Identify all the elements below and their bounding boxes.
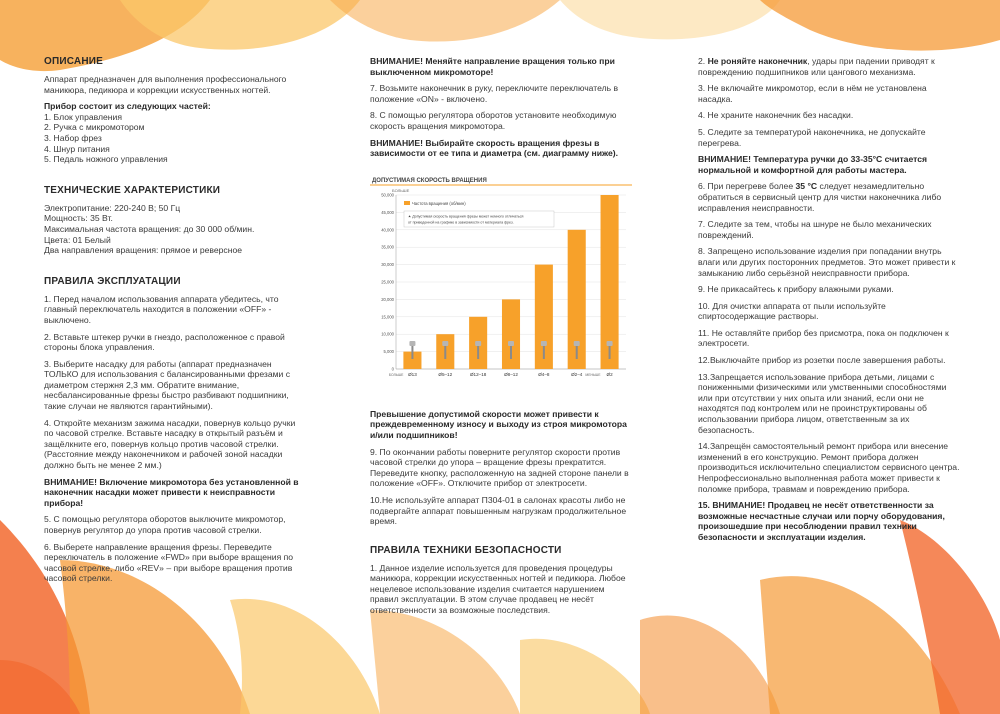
x-tick-label: Ø12–18	[469, 371, 487, 377]
rule-paragraph: 9. По окончании работы поверните регулятор скорости против часовой стрелки до упора – вращение фрезы прекратится. Переведите кнопку, расположенную на задней стороне панели в положение «OFF». Отключите прибор от электросети.	[370, 446, 629, 489]
y-tick-label: 50,000	[381, 192, 394, 198]
y-tick-label: 25,000	[381, 279, 394, 285]
list-item: Цвета: 01 Белый	[44, 234, 111, 245]
speed-chart	[370, 173, 632, 391]
petal-shape	[520, 639, 650, 714]
safety-paragraph	[698, 181, 960, 213]
list-item: 2. Ручка с микромотором	[44, 122, 145, 133]
safety-paragraph: 4. Не храните наконечник без насадки.	[698, 110, 854, 121]
chart-note-box	[404, 211, 554, 227]
petal-shape	[230, 599, 380, 714]
paragraph-rest: следует незамедлительно обратиться в сервисный центр для чистки наконечника либо исправления неисправности.	[698, 181, 942, 213]
rule-paragraph: 3. Выберите насадку для работы (аппарат предназначен ТОЛЬКО для использования с балансированными фрезами с диаметром стержня 2,3 мм. Обратите внимание, несбалансированные фрезы быстро разбивают подшипники, такие случаи не являются гарантийными).	[44, 358, 291, 412]
paragraph-rest: , удары при падении приводят к повреждению подшипников или цангового механизма.	[698, 56, 935, 77]
list-item: 5. Педаль ножного управления	[44, 154, 168, 165]
drill-bit-head	[508, 341, 514, 346]
x-tick-prefix: БОЛЬШЕ	[388, 372, 404, 377]
y-tick-label: 40,000	[381, 227, 394, 233]
rule-paragraph: 7. Возьмите наконечник в руку, переключите переключатель в положение «ON» - включено.	[370, 83, 619, 104]
chart-ylabel-small: БОЛЬШЕ	[392, 187, 410, 193]
list-item: 3. Набор фрез	[44, 132, 102, 143]
x-tick-label: Ø8–12	[504, 371, 518, 377]
parts-list	[44, 112, 306, 165]
description-text: Аппарат предназначен для выполнения профессионального маникюра, педикюра и коррекции искусственных ногтей.	[44, 74, 287, 95]
chart-note-line: ★ Допустимая скорость вращения фрезы может немного отличаться	[408, 214, 524, 219]
y-tick-label: 30,000	[381, 261, 394, 267]
drill-bit-head	[574, 341, 580, 346]
chart-title: ДОПУСТИМАЯ СКОРОСТЬ ВРАЩЕНИЯ	[372, 177, 487, 184]
list-item: Мощность: 35 Вт.	[44, 213, 113, 224]
safety-paragraph: 9. Не прикасайтесь к прибору влажными руками.	[698, 284, 894, 295]
safety-paragraph: 12.Выключайте прибор из розетки после завершения работы.	[698, 355, 946, 366]
warning-text: Превышение допустимой скорости может привести к преждевременному износу и выходу из строя микромотора и/или подшипников!	[370, 408, 627, 440]
x-tick-label: Ø13	[408, 371, 417, 377]
rule-paragraph: 8. С помощью регулятора оборотов установите необходимую скорость вращения микромотора.	[370, 110, 617, 131]
column-left	[44, 56, 306, 590]
warning-text: ВНИМАНИЕ! Температура ручки до 33-35°С считается нормальной и комфортной для работы мастера.	[698, 154, 928, 175]
y-tick-label: 15,000	[381, 314, 394, 320]
list-item: 4. Шнур питания	[44, 143, 110, 154]
list-item: Максимальная частота вращения: до 30 000 об/мин.	[44, 223, 255, 234]
rule-paragraph: 5. С помощью регулятора оборотов выключите микромотор, повернув регулятор до упора против часовой стрелки.	[44, 514, 286, 535]
rule-paragraph: 1. Перед началом использования аппарата убедитесь, что главный переключатель находится в положении «OFF» - выключено.	[44, 293, 279, 325]
column-middle	[370, 56, 632, 622]
x-tick-label: Ø4–8	[538, 371, 550, 377]
drill-bit-head	[541, 341, 547, 346]
petal-shape	[760, 0, 1000, 51]
rule-paragraph: 2. Вставьте штекер ручки в гнездо, расположенное с правой стороны блока управления.	[44, 331, 285, 353]
column-right	[698, 56, 960, 549]
legend-label: Частота вращения (об/мин)	[412, 200, 466, 206]
rule-paragraph: 4. Откройте механизм зажима насадки, повернув кольцо ручки по часовой стрелке. Вставьте насадку в открытый разъём и защёлкните его, повернув кольцо против часовой стрелки. (Расстояние между наконечником и рабочей зоной насадки должно быть не менее 2 мм.)	[44, 417, 296, 471]
drill-bit-shank	[444, 345, 446, 359]
petal-shape	[640, 616, 780, 714]
item-number: 2.	[698, 56, 706, 66]
safety-paragraph: 8. Запрещено использование изделия при попадании внутрь влаги или других посторонних предметов. Это может привести к замыканию либо серьёзной неисправности прибора.	[698, 246, 956, 278]
safety-paragraph: 7. Следите за тем, чтобы на шнуре не было механических повреждений.	[698, 219, 932, 240]
petal-shape	[560, 0, 780, 39]
drill-bit-shank	[477, 345, 479, 359]
section-title-safety: ПРАВИЛА ТЕХНИКИ БЕЗОПАСНОСТИ	[370, 544, 562, 556]
petal-shape	[120, 0, 360, 50]
drill-bit-head	[409, 341, 415, 346]
drill-bit-shank	[543, 345, 545, 359]
warning-text: ВНИМАНИЕ! Включение микромотора без установленной в наконечник насадки может привести к неисправности прибора!	[44, 476, 299, 508]
safety-paragraph: 3. Не включайте микромотор, если в нём не установлена насадка.	[698, 83, 927, 104]
drill-bit-head	[442, 341, 448, 346]
section-title-specs: ТЕХНИЧЕСКИЕ ХАРАКТЕРИСТИКИ	[44, 184, 221, 196]
warning-text: ВНИМАНИЕ! Выбирайте скорость вращения фрезы в зависимости от ее типа и диаметра (см. диаграмму ниже).	[370, 137, 619, 159]
drill-bit-shank	[411, 345, 413, 359]
section-title-description: ОПИСАНИЕ	[44, 56, 104, 67]
y-tick-label: 0	[391, 366, 394, 372]
y-tick-label: 35,000	[381, 244, 394, 250]
list-item: Электропитание: 220-240 В; 50 Гц	[44, 202, 181, 213]
safety-paragraph: 10. Для очистки аппарата от пыли используйте спиртосодержащие растворы.	[698, 300, 886, 322]
rule-paragraph: 10.Не используйте аппарат П304-01 в салонах красоты либо не подвергайте аппарат повышенным нагрузкам продолжительное время.	[370, 494, 627, 527]
temperature-value: 35 °С	[795, 181, 818, 192]
x-tick-label: Ø2–4	[571, 371, 583, 377]
safety-paragraph: 1. Данное изделие используется для проведения процедуры маникюра, коррекции искусственных ногтей и педикюра. Любое нецелевое использование изделия считается нарушением правил эксплуатации. В этом случае продавец не несёт ответственности за возможные последствия.	[370, 562, 626, 616]
safety-paragraph: 13.Запрещается использование прибора детьми, лицами с пониженными физическими или умственными способностями или при отсутствии у них опыта или знаний, если они не находятся под контролем или не проинструктированы об использовании прибора лицом, ответственным за их безопасность.	[698, 371, 947, 435]
section-title-rules: ПРАВИЛА ЭКСПЛУАТАЦИИ	[44, 275, 181, 287]
warning-text: ВНИМАНИЕ! Меняйте направление вращения только при выключенном микромоторе!	[370, 56, 615, 77]
y-tick-label: 10,000	[381, 331, 394, 337]
rule-paragraph: 6. Выберете направление вращения фрезы. Переведите переключатель в положение «FWD» при выборе вращения по часовой стрелке, либо «REV» – при выборе вращения против часовой стрелки.	[44, 541, 294, 584]
drill-bit-head	[607, 341, 613, 346]
specs-list	[44, 203, 306, 256]
y-tick-label: 45,000	[381, 209, 394, 215]
drill-bit-shank	[576, 345, 578, 359]
safety-paragraph: 5. Следите за температурой наконечника, не допускайте перегрева.	[698, 126, 926, 148]
x-tick-label: Ø2	[606, 371, 613, 377]
warning-text: 15. ВНИМАНИЕ! Продавец не несёт ответственности за возможные несчастные случаи или порчу оборудования, произошедшие при несоблюдении правил техники безопасности и эксплуатации изделия.	[698, 500, 945, 542]
petal-shape	[330, 0, 560, 42]
safety-paragraph	[698, 56, 960, 77]
petal-shape	[370, 610, 520, 714]
x-tick-label: Ø5–12	[438, 371, 453, 377]
drill-bit-shank	[510, 345, 512, 359]
y-tick-label: 20,000	[381, 296, 394, 302]
x-tick-prefix: МЕНЬШЕ	[585, 372, 601, 377]
list-item: 1. Блок управления	[44, 111, 123, 122]
safety-paragraph: 14.Запрещён самостоятельный ремонт прибора или внесение изменений в его конструкцию. Ремонт прибора должен производиться исключительно специалистом сервисного центра. Непрофессионально выполненная работа может привести к поломке прибора, травмам и повреждению прибора.	[698, 441, 960, 494]
legend-swatch	[404, 201, 410, 205]
speed-chart-svg	[370, 173, 632, 391]
bold-phrase: Не роняйте наконечник	[707, 56, 808, 66]
list-item: Два направления вращения: прямое и реверсное	[44, 245, 243, 256]
parts-title: Прибор состоит из следующих частей:	[44, 101, 211, 112]
drill-bit-shank	[609, 345, 611, 359]
drill-bit-head	[475, 341, 481, 346]
chart-note-line: от приведенной на графике в зависимости от материала фрез.	[408, 220, 514, 225]
paragraph-start: 6. При перегреве более	[698, 181, 794, 192]
y-tick-label: 5,000	[383, 348, 394, 354]
safety-paragraph: 11. Не оставляйте прибор без присмотра, пока он подключен к электросети.	[698, 327, 949, 349]
